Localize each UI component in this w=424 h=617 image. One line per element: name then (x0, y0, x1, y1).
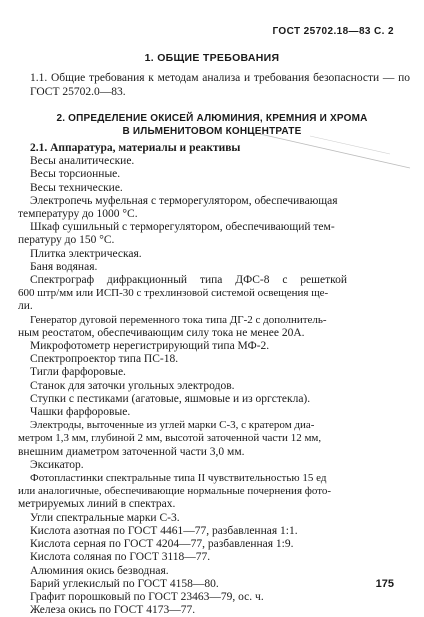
list-item: Весы торсионные. (30, 168, 121, 181)
subsection-heading: 2.1. Аппаратура, материалы и реактивы (30, 142, 241, 154)
list-item-continuation: или аналогичные, обеспечивающие нормальные почернения фото- (18, 485, 332, 498)
running-header: ГОСТ 25702.18—83 С. 2 (272, 26, 394, 37)
list-item: Станок для заточки угольных электродов. (30, 379, 235, 392)
section-1-title: 1. ОБЩИЕ ТРЕБОВАНИЯ (144, 52, 280, 64)
page-number: 175 (375, 578, 394, 590)
list-item: Плитка электрическая. (30, 247, 142, 260)
list-item: Весы технические. (30, 181, 123, 194)
list-item-continuation: метром 1,3 мм, глубиной 2 мм, высотой заточенной части 12 мм, (18, 432, 322, 445)
list-item-continuation: пературу до 150 °С. (18, 234, 115, 247)
list-item: Графит порошковый по ГОСТ 23463—79, ос. ч. (30, 590, 264, 603)
list-item: Эксикатор. (30, 458, 84, 471)
list-item: Барий углекислый по ГОСТ 4158—80. (30, 577, 219, 590)
list-item: Кислота соляная по ГОСТ 3118—77. (30, 551, 211, 564)
section-2-title-line: 2. ОПРЕДЕЛЕНИЕ ОКИСЕЙ АЛЮМИНИЯ, КРЕМНИЯ И ХРОМА (56, 113, 368, 124)
list-item-continuation: внешним диаметром заточенной части 3,0 мм. (18, 445, 245, 458)
list-item: Угли спектральные марки С-3. (30, 511, 180, 524)
list-item-continuation: 600 штр/мм или ИСП-30 с трехлинзовой системой освещения ще- (18, 287, 329, 300)
list-item: Баня водяная. (30, 260, 98, 273)
list-item-continuation: ным реостатом, обеспечивающим силу тока не менее 20А. (18, 326, 305, 339)
list-item: Кислота серная по ГОСТ 4204—77, разбавленная 1:9. (30, 538, 294, 551)
list-item: Тигли фарфоровые. (30, 366, 126, 379)
list-item: Железа окись по ГОСТ 4173—77. (30, 604, 196, 617)
list-item: Фотопластинки спектральные типа II чувствительностью 15 ед (30, 472, 327, 485)
list-item: Генератор дуговой переменного тока типа ДГ-2 с дополнитель- (30, 313, 327, 326)
list-item: Спектрограф дифракционный типа ДФС-8 с решеткой (30, 274, 348, 287)
list-item: Микрофотометр нерегистрирующий типа МФ-2. (30, 340, 270, 353)
list-item: Ступки с пестиками (агатовые, яшмовые и из оргстекла). (30, 392, 311, 405)
list-item-continuation: метрируемых линий в спектрах. (18, 498, 176, 511)
list-item-continuation: ли. (18, 300, 33, 313)
list-item: Кислота азотная по ГОСТ 4461—77, разбавленная 1:1. (30, 524, 298, 537)
list-item: Электроды, выточенные из углей марки С-3, с кратером диа- (30, 419, 315, 432)
list-item: Шкаф сушильный с терморегулятором, обеспечивающий тем- (30, 221, 335, 234)
list-item: Алюминия окись безводная. (30, 564, 169, 577)
list-item: Электропечь муфельная с терморегулятором, обеспечивающая (30, 194, 338, 207)
list-item: Спектропроектор типа ПС-18. (30, 353, 179, 366)
list-item: Весы аналитические. (30, 155, 135, 168)
section-2-title-line: В ИЛЬМЕНИТОВОМ КОНЦЕНТРАТЕ (122, 125, 302, 137)
list-item-continuation: температуру до 1000 °С. (18, 208, 138, 221)
section-1-paragraph (18, 72, 410, 99)
paragraph-text: 1.1. Общие требования к методам анализа и требования безопасности — по ГОСТ 25702.0—83. (30, 72, 410, 98)
section-2-body (18, 142, 414, 617)
list-item: Чашки фарфоровые. (30, 406, 131, 419)
